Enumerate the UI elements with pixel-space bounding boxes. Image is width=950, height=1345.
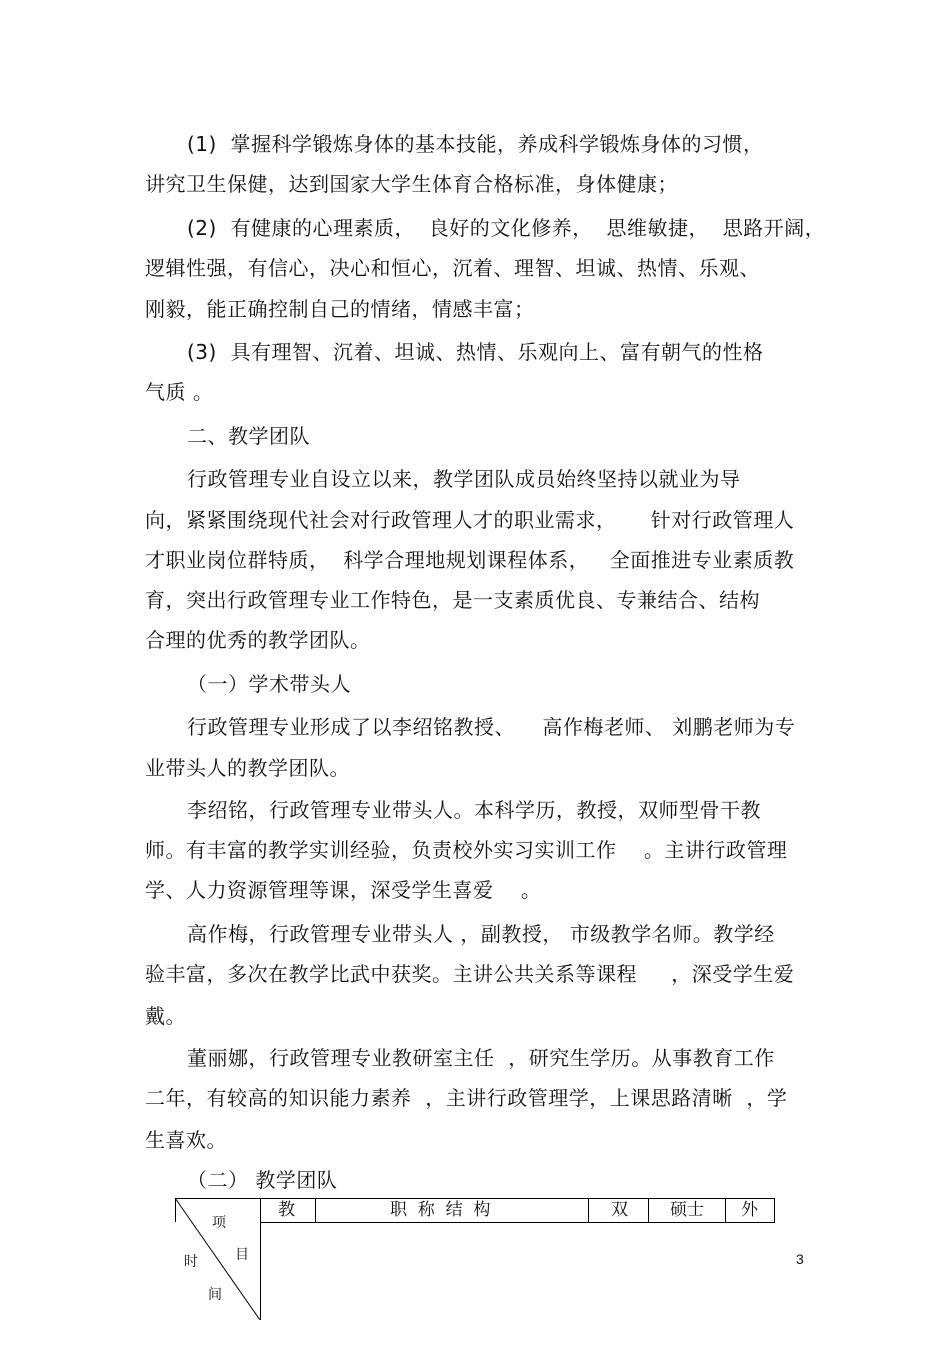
paragraph-line: 生喜欢。 — [145, 1128, 227, 1152]
corner-label: 间 — [208, 1287, 222, 1303]
paragraph-line: 刚毅，能正确控制自己的情绪，情感丰富； — [145, 297, 535, 321]
corner-label: 时 — [184, 1254, 198, 1270]
paragraph-line: 二年，有较高的知识能力素养 ，主讲行政管理学，上课思路清晰 ，学 — [145, 1086, 788, 1110]
paragraph-line: 向，紧紧围绕现代社会对行政管理人才的职业需求， 针对行政管理人 — [145, 508, 795, 532]
paragraph-line: 才职业岗位群特质， 科学合理地规划课程体系， 全面推进专业素质教 — [145, 548, 795, 572]
table-header-cell: 教 — [278, 1200, 295, 1220]
paragraph-line: 讲究卫生保健，达到国家大学生体育合格标准，身体健康； — [145, 172, 678, 196]
paragraph-line: 行政管理专业形成了以李绍铭教授、 高作梅老师、 刘鹏老师为专 — [187, 715, 796, 739]
paragraph-line: 戴。 — [145, 1004, 186, 1028]
subsection-heading: （一）学术带头人 — [187, 672, 351, 696]
table-header-cell: 双 — [611, 1200, 628, 1220]
paragraph-line: 李绍铭，行政管理专业带头人。本科学历，教授，双师型骨干教 — [187, 798, 761, 822]
paragraph-line: 高作梅，行政管理专业带头人 ，副教授， 市级教学名师。教学经 — [187, 922, 775, 946]
corner-label: 项 — [212, 1215, 226, 1231]
paragraph-line: 董丽娜，行政管理专业教研室主任 ，研究生学历。从事教育工作 — [187, 1046, 775, 1070]
table-header-cell: 职 称 结 构 — [390, 1200, 491, 1220]
corner-label: 目 — [235, 1247, 249, 1263]
paragraph-line: (3) 具有理智、沉着、坦诚、热情、乐观向上、富有朝气的性格 — [187, 340, 764, 364]
table-header-cell: 硕士 — [670, 1200, 704, 1220]
paragraph-line: 气质 。 — [145, 380, 214, 404]
paragraph-line: 合理的优秀的教学团队。 — [145, 628, 371, 652]
section-heading: 二、教学团队 — [187, 424, 310, 448]
paragraph-line: (1) 掌握科学锻炼身体的基本技能，养成科学锻炼身体的习惯， — [187, 132, 764, 156]
paragraph-line: 业带头人的教学团队。 — [145, 756, 350, 780]
paragraph-line: 逻辑性强，有信心，决心和恒心，沉着、理智、坦诚、热情、乐观、 — [145, 256, 760, 280]
subsection-heading: （二） 教学团队 — [187, 1168, 338, 1192]
paragraph-line: 师。有丰富的教学实训经验，负责校外实习实训工作 。主讲行政管理 — [145, 838, 788, 862]
paragraph-line: 育，突出行政管理专业工作特色，是一支素质优良、专兼结合、结构 — [145, 588, 760, 612]
table-header-cell: 外 — [741, 1200, 758, 1220]
paragraph-line: 行政管理专业自设立以来，教学团队成员始终坚持以就业为导 — [187, 467, 741, 491]
paragraph-line: 学、人力资源管理等课，深受学生喜爱 。 — [145, 878, 542, 902]
paragraph-line: 验丰富，多次在教学比武中获奖。主讲公共关系等课程 ，深受学生爱 — [145, 962, 795, 986]
paragraph-line: (2) 有健康的心理素质， 良好的文化修养， 思维敏捷， 思路开阔， — [187, 216, 826, 240]
page-number: 3 — [796, 1251, 804, 1267]
